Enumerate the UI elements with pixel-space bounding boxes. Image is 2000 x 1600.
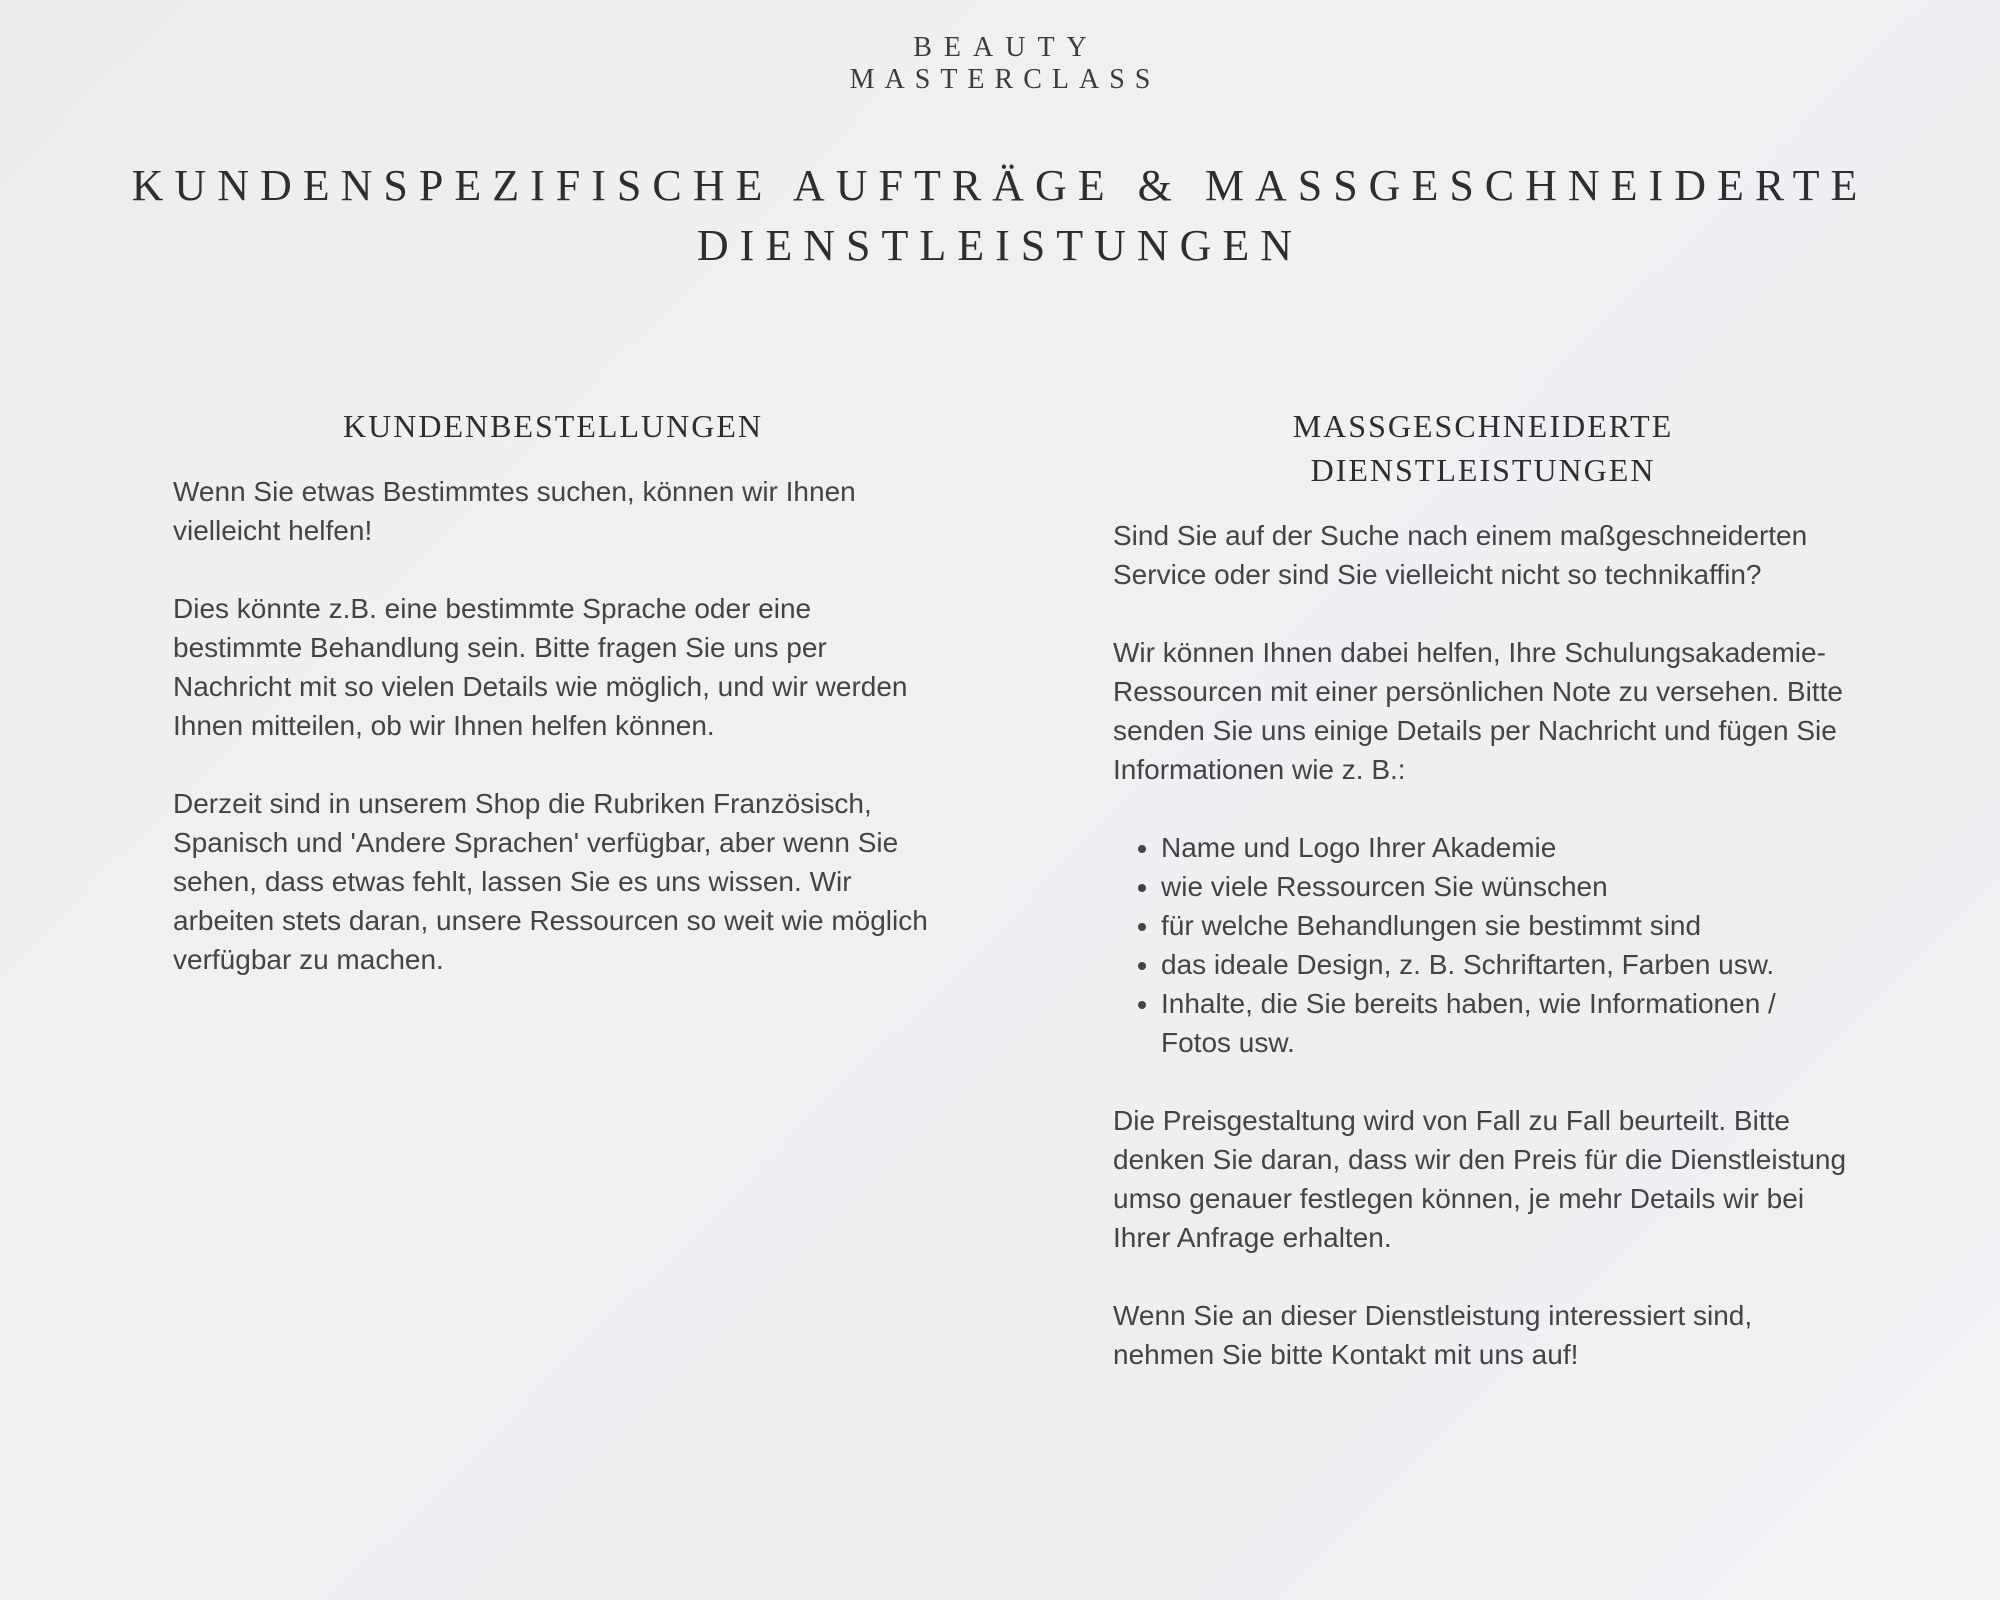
page-title <box>100 156 1900 276</box>
brand-logo <box>0 32 2000 96</box>
tailored-services-paragraph-1: Sind Sie auf der Suche nach einem maßgeschneiderten Service oder sind Sie vielleicht nicht so technikaffin? <box>1113 520 1808 590</box>
tailored-services-list <box>1113 828 1853 1062</box>
contact-paragraph: Wenn Sie an dieser Dienstleistung interessiert sind, nehmen Sie bitte Kontakt mit uns auf! <box>1113 1300 1753 1370</box>
tailored-services-heading <box>1053 404 1913 492</box>
custom-orders-paragraph-1: Wenn Sie etwas Bestimmtes suchen, können wir Ihnen vielleicht helfen! <box>173 476 856 546</box>
tailored-services-heading-line-2: DIENSTLEISTUNGEN <box>1310 452 1656 488</box>
tailored-services-section <box>1113 404 1853 1413</box>
list-item: • wie viele Ressourcen Sie wünschen <box>1161 867 1853 906</box>
tailored-services-heading-line-1: MASSGESCHNEIDERTE <box>1292 408 1674 444</box>
page-title-line-2: DIENSTLEISTUNGEN <box>696 221 1304 270</box>
list-item: • Name und Logo Ihrer Akademie <box>1161 828 1853 867</box>
list-item: • das ideale Design, z. B. Schriftarten, Farben usw. <box>1161 945 1853 984</box>
tailored-services-paragraph-2: Wir können Ihnen dabei helfen, Ihre Schulungsakademie-Ressourcen mit einer persönlichen Note zu versehen. Bitte senden Sie uns einige Details per Nachricht und fügen Sie Informationen wie z. B.: <box>1113 637 1843 785</box>
brand-line-2: MASTERCLASS <box>849 64 1161 95</box>
custom-orders-section <box>173 404 933 1018</box>
pricing-paragraph: Die Preisgestaltung wird von Fall zu Fall beurteilt. Bitte denken Sie daran, dass wir den Preis für die Dienstleistung umso genauer festlegen können, je mehr Details wir bei Ihrer Anfrage erhalten. <box>1113 1105 1847 1253</box>
custom-orders-heading: KUNDENBESTELLUNGEN <box>343 408 763 444</box>
list-item: • Inhalte, die Sie bereits haben, wie Informationen / Fotos usw. <box>1161 984 1853 1062</box>
brand-line-1: BEAUTY <box>913 32 1099 63</box>
custom-orders-paragraph-2: Dies könnte z.B. eine bestimmte Sprache oder eine bestimmte Behandlung sein. Bitte fragen Sie uns per Nachricht mit so vielen Details wie möglich, und wir werden Ihnen mitteilen, ob wir Ihnen helfen können. <box>173 593 908 741</box>
list-item: • für welche Behandlungen sie bestimmt sind <box>1161 906 1853 945</box>
custom-orders-paragraph-3: Derzeit sind in unserem Shop die Rubriken Französisch, Spanisch und 'Andere Sprachen' verfügbar, aber wenn Sie sehen, dass etwas fehlt, lassen Sie es uns wissen. Wir arbeiten stets daran, unsere Ressourcen so weit wie möglich verfügbar zu machen. <box>173 788 928 975</box>
page-title-line-1: KUNDENSPEZIFISCHE AUFTRÄGE & MASSGESCHNEIDERTE <box>131 161 1869 210</box>
